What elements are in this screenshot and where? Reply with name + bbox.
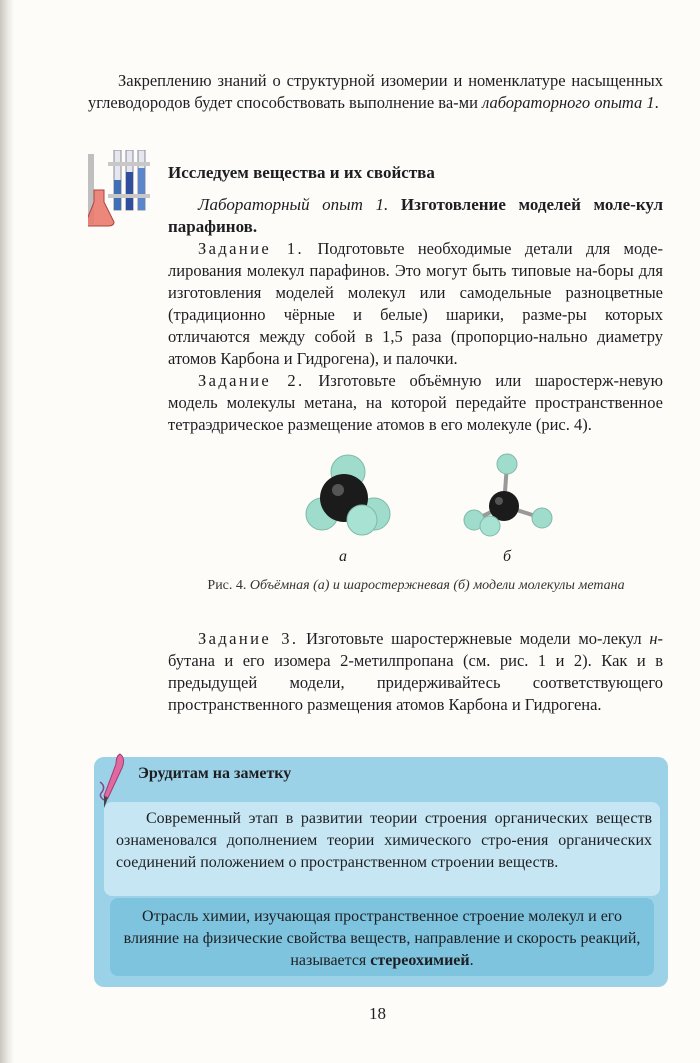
page-number: 18 bbox=[369, 1004, 386, 1023]
task-3-paragraph: Задание 3. Изготовьте шаростержневые модели мо-лекул н-бутана и его изомера 2-метилпропана (см. рис. 1 и 2). Как и в предыдущей модели, придерживайтесь соответствующего пространственного размещения атомов Карбона и Гидрогена. bbox=[168, 629, 664, 714]
figure-caption: Рис. 4. Объёмная (а) и шаростержневая (б) модели молекулы метана bbox=[207, 578, 625, 593]
quill-pen-icon bbox=[96, 752, 126, 810]
methane-space-filling-model bbox=[300, 450, 400, 540]
lab-title: Лабораторный опыт 1. Изготовление моделей моле-кул парафинов. bbox=[168, 195, 664, 236]
figure-label-a: а bbox=[339, 548, 347, 565]
page-edge bbox=[0, 0, 14, 1063]
erudite-paragraph: Современный этап в развитии теории строения органических веществ ознаменовался дополнением теории химического стро-ения органических соединений положением о пространственном строении веществ. bbox=[116, 810, 652, 871]
definition-paragraph: Отрасль химии, изучающая пространственное строение молекул и его влияние на физические свойства веществ, направление и скорость реакций, называется стереохимией. bbox=[123, 908, 641, 969]
test-tubes-icon bbox=[88, 150, 154, 228]
methane-ball-and-stick-model bbox=[452, 450, 562, 540]
figure-label-b: б bbox=[503, 548, 512, 565]
intro-paragraph: Закреплению знаний о структурной изомерии и номенклатуре насыщенных углеводородов будет способствовать выполнение ва-ми лабораторного опыта 1. bbox=[88, 71, 663, 112]
erudite-title: Эрудитам на заметку bbox=[138, 765, 292, 782]
task-2-paragraph: Задание 2. Изготовьте объёмную или шаростерж-невую модель молекулы метана, на которой передайте пространственное тетраэдрическое размещение атомов в его молекуле (рис. 4). bbox=[168, 371, 663, 434]
task-1-paragraph: Задание 1. Подготовьте необходимые детали для моде-лирования молекул парафинов. Это могут быть типовые на-боры для изготовления моделей молекул или самодельные разноцветные (традиционно чёрные и белые) шарики, разме-ры которых отличаются между собой в 1,5 раза (пропорцио-нально диаметру атомов Карбона и Гидрогена), и палочки. bbox=[168, 239, 663, 368]
section-heading: Исследуем вещества и их свойства bbox=[168, 163, 435, 182]
